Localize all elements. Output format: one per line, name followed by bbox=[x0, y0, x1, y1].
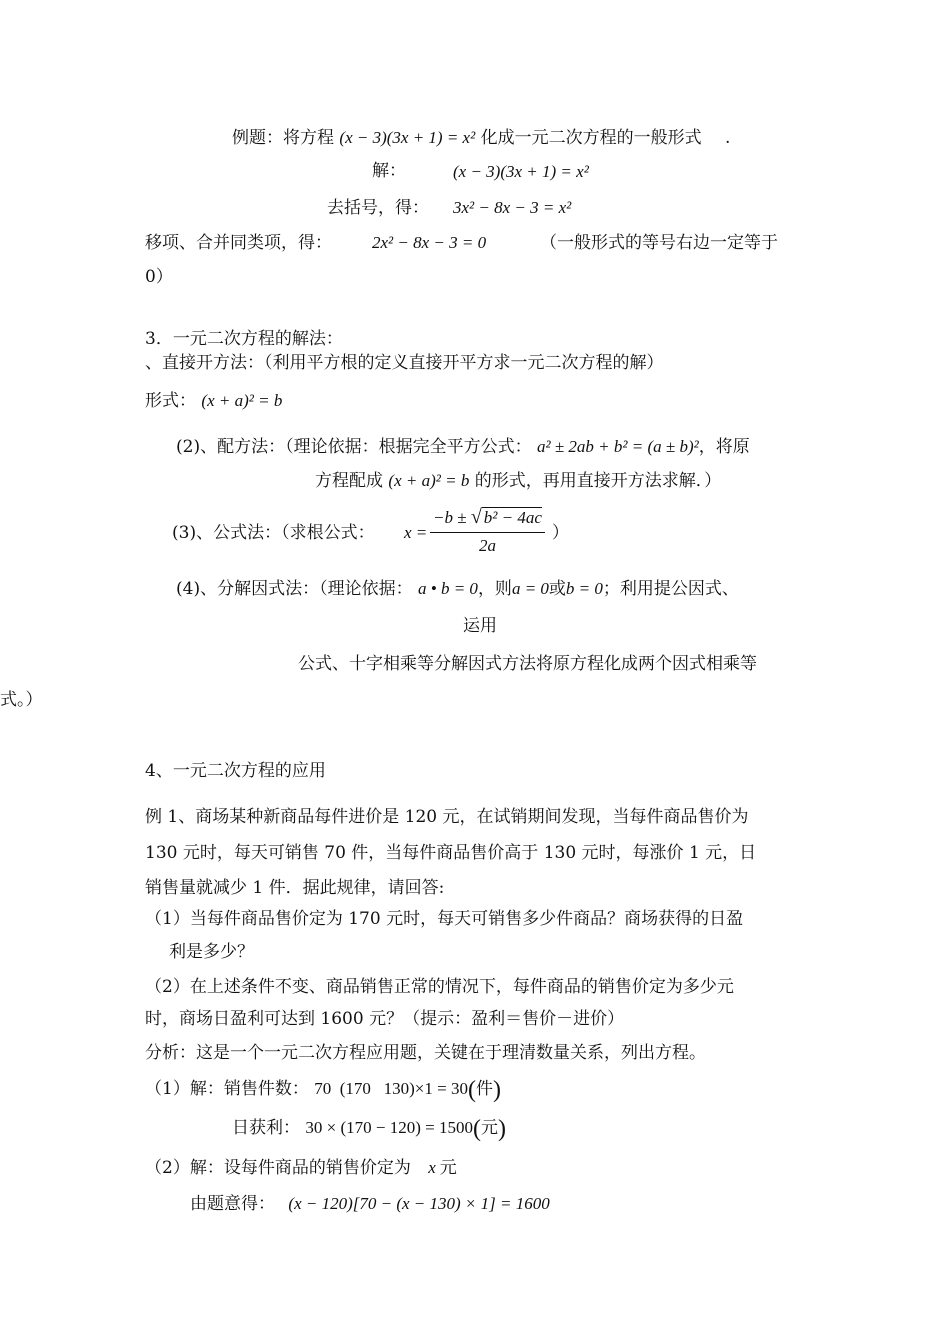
solution-step1 bbox=[372, 160, 406, 182]
method2-text-c: 方程配成 bbox=[315, 471, 383, 491]
question1-line1: （1）当每件商品售价定为 170 元时，每天可销售多少件商品？商场获得的日盈 bbox=[145, 909, 744, 929]
solution-step1-eq: (x − 3)(3x + 1) = x² bbox=[453, 162, 589, 181]
method4-text-b: ，则 bbox=[477, 579, 512, 599]
answer1b-line bbox=[232, 1117, 506, 1140]
example1-line2: 130 元时，每天可销售 70 件，当每件商品售价高于 130 元时，每涨价 1 元，日 bbox=[145, 843, 757, 863]
example-period: . bbox=[725, 128, 731, 148]
method4-text-e: 公式、十字相乘等分解因式方法将原方程化成两个因式相乘等 bbox=[298, 654, 757, 674]
formula-numerator bbox=[430, 506, 545, 533]
method2-form: (x + a)² = b bbox=[388, 471, 470, 490]
sqrt-icon: √ bbox=[470, 506, 482, 528]
method1-form-eq: (x + a)² = b bbox=[201, 391, 283, 410]
method2-text-a: (2)、配方法：（理论依据：根据完全平方公式： bbox=[176, 437, 532, 457]
formula-denominator: 2a bbox=[478, 536, 496, 555]
method4-or: 或 bbox=[548, 579, 566, 599]
section3-title: 3．一元二次方程的解法： bbox=[145, 329, 343, 349]
answer2-var: x bbox=[428, 1158, 436, 1177]
answer2-line bbox=[145, 1157, 457, 1179]
method4-eq3: b = 0 bbox=[565, 579, 603, 598]
example-equation: (x − 3)(3x + 1) = x² bbox=[339, 128, 476, 147]
example-line bbox=[232, 127, 730, 149]
solution-step3-label: 移项、合并同类项，得： bbox=[145, 233, 332, 253]
paren-open: ( bbox=[473, 1116, 481, 1142]
answer1b-eq: 30 × (170 − 120) = 1500 bbox=[305, 1118, 473, 1137]
example-suffix: 化成一元二次方程的一般形式 bbox=[480, 128, 702, 148]
section3-method1: 、直接开方法：（利用平方根的定义直接开平方求一元二次方程的解） bbox=[145, 353, 664, 373]
method3-close: ） bbox=[552, 523, 569, 543]
example1-line3: 销售量就减少 1 件．据此规律，请回答: bbox=[145, 878, 445, 898]
solution-step3-eq: 2x² − 8x − 3 = 0 bbox=[372, 233, 487, 252]
method4-eq2: a = 0 bbox=[511, 579, 549, 598]
paren-close: ) bbox=[492, 1077, 501, 1103]
question1-line2: 利是多少？ bbox=[169, 942, 254, 962]
answer1-line bbox=[145, 1078, 501, 1101]
analysis-line: 分析：这是一个一元二次方程应用题，关键在于理清数量关系，列出方程。 bbox=[145, 1043, 706, 1063]
answer1-eq: 70 (170 130)×1 = 30 bbox=[314, 1079, 468, 1098]
method2-text-b: ，将原 bbox=[698, 437, 750, 457]
answer1-unit: 件 bbox=[475, 1079, 493, 1099]
method2-formula: a² ± 2ab + b² = (a ± b)² bbox=[537, 437, 699, 456]
question2-line1: （2）在上述条件不变、商品销售正常的情况下，每件商品的销售价定为多少元 bbox=[145, 977, 734, 997]
answer2b-label: 由题意得： bbox=[190, 1194, 275, 1214]
answer2-unit: 元 bbox=[439, 1158, 457, 1178]
formula-num-root: b² − 4ac bbox=[483, 508, 542, 527]
section4-title: 4、一元二次方程的应用 bbox=[145, 761, 326, 781]
method4-text-d: 运用 bbox=[463, 616, 497, 636]
method1-form-label: 形式： bbox=[145, 391, 196, 411]
solution-step3-note: （一般形式的等号右边一定等于 bbox=[540, 233, 778, 253]
answer2-label: （2）解：设每件商品的销售价定为 bbox=[145, 1158, 411, 1178]
answer1b-label: 日获利： bbox=[232, 1118, 300, 1138]
example1-line1: 例 1、商场某种新商品每件进价是 120 元，在试销期间发现，当每件商品售价为 bbox=[145, 807, 749, 827]
section3-method2-line1 bbox=[176, 436, 750, 458]
section3-method2-line2 bbox=[315, 470, 721, 492]
method3-lhs: x = bbox=[404, 523, 428, 542]
solution-step1-label: 解： bbox=[372, 161, 406, 181]
section3-method3-label: (3)、公式法：（求根公式： bbox=[172, 523, 375, 543]
answer2b-eq: (x − 120)[70 − (x − 130) × 1] = 1600 bbox=[288, 1194, 550, 1213]
paren-open: ( bbox=[467, 1077, 476, 1103]
method4-text-c: ；利用提公因式、 bbox=[602, 579, 739, 599]
example-label: 例题：将方程 bbox=[232, 128, 334, 148]
answer2b-line bbox=[190, 1193, 550, 1215]
solution-step2-label: 去括号，得： bbox=[327, 198, 429, 218]
solution-step3-note-end: 0） bbox=[145, 267, 173, 287]
method2-text-d: 的形式，再用直接开方法求解．） bbox=[474, 471, 722, 491]
answer1-label: （1）解：销售件数： bbox=[145, 1079, 309, 1099]
question2-line2: 时，商场日盈利可达到 1600 元？（提示：盈利＝售价－进价） bbox=[145, 1009, 625, 1029]
quadratic-formula-fraction bbox=[430, 506, 545, 556]
method4-eq1: a • b = 0 bbox=[418, 579, 478, 598]
section3-method4-line1 bbox=[176, 578, 739, 600]
section3-method1-form bbox=[145, 390, 282, 412]
paren-close: ) bbox=[498, 1116, 506, 1142]
method4-text-a: (4)、分解因式法：（理论依据： bbox=[176, 579, 413, 599]
solution-step2-eq: 3x² − 8x − 3 = x² bbox=[453, 198, 572, 217]
method4-text-f: 式。） bbox=[0, 690, 43, 710]
formula-num-pre: −b ± bbox=[433, 508, 471, 527]
answer1b-unit: 元 bbox=[481, 1118, 498, 1138]
